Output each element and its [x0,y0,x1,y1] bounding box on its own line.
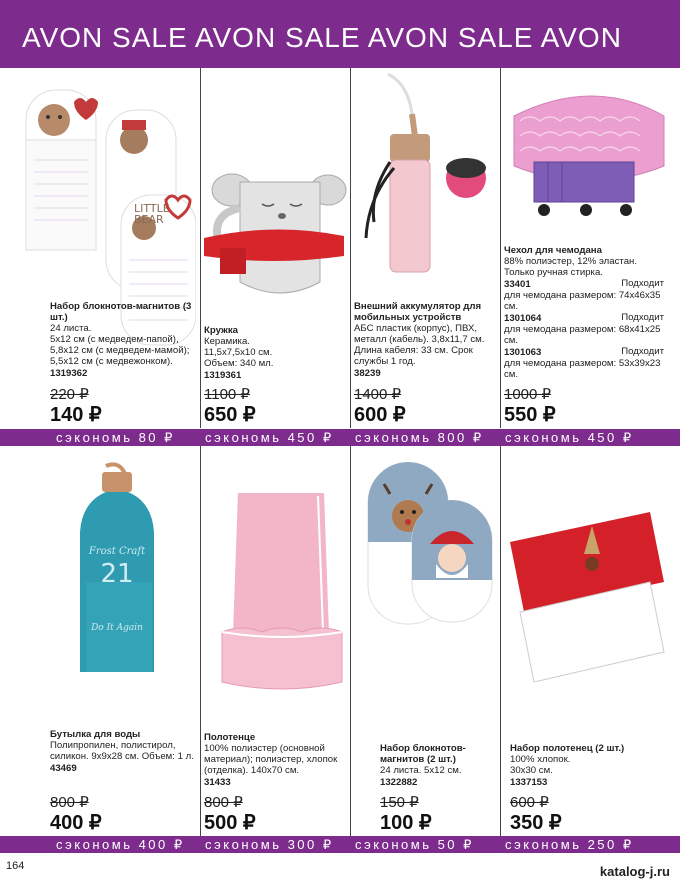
product-name: Бутылка для воды [50,729,141,740]
old-price: 800 ₽ [50,794,89,811]
old-price: 600 ₽ [510,794,549,811]
new-price: 350 ₽ [510,812,562,834]
product-description: 24 листа. 5х12 см. [380,765,462,776]
new-price: 500 ₽ [204,812,256,834]
new-price: 400 ₽ [50,812,102,834]
product-card[interactable] [200,68,350,428]
savings-strip [0,429,680,446]
sale-banner [0,0,680,68]
new-price: 600 ₽ [354,404,406,426]
product-name: Полотенце [204,732,256,743]
pink-towel-image [200,482,350,702]
variant-code: 1301063 [504,347,542,358]
product-description: 24 листа. 5х12 см (с медведем-папой), 5,8х12 см (с медведем-мамой); 5,5х12 см (с медвежонком). [50,323,190,367]
xmas-notepads-image [350,462,500,632]
product-info [204,325,346,381]
towel-set-image [500,502,675,682]
old-price: 1400 ₽ [354,386,402,403]
product-name: Набор блокнотов-магнитов (2 шт.) [380,743,466,765]
savings-label: сэкономь 450 ₽ [205,430,334,445]
variant-text: для чемодана размером: 68х41х25 см. [504,324,661,346]
svg-text:LITTLE: LITTLE [134,202,170,215]
product-description: 88% полиэстер, 12% эластан. Только ручная стирка. [504,256,637,278]
product-description: Керамика. 11,5х7,5х10 см. Объем: 340 мл. [204,336,274,369]
savings-label: сэкономь 80 ₽ [56,430,175,445]
savings-label: сэкономь 800 ₽ [355,430,484,445]
savings-label: сэкономь 300 ₽ [205,837,334,852]
variant-label: Подходит [621,312,664,323]
variant [504,278,664,312]
product-description: Полипропилен, полистирол, силикон. 9х9х28 см. Объем: 1 л. [50,740,194,762]
product-code: 31433 [204,777,231,788]
product-card[interactable] [350,68,500,428]
product-card[interactable] [200,446,350,836]
product-info [504,245,664,380]
product-name: Чехол для чемодана [504,245,602,256]
old-price: 1000 ₽ [504,386,552,403]
mouse-mug-image [200,168,350,308]
variant-code: 33401 [504,279,531,290]
svg-text:Frost Craft: Frost Craft [88,546,146,557]
suitcase-cover-image [500,76,675,236]
product-code: 1319361 [204,370,242,381]
variant-text: для чемодана размером: 74х46х35 см. [504,290,661,312]
site-url[interactable]: katalog-j.ru [599,864,670,879]
product-code: 38239 [354,368,381,379]
product-info [380,743,496,788]
new-price: 550 ₽ [504,404,556,426]
page-number: 164 [6,860,25,872]
savings-label: сэкономь 450 ₽ [505,430,634,445]
variant-label: Подходит [621,346,664,357]
product-info [50,301,196,379]
old-price: 220 ₽ [50,386,89,403]
product-info [510,743,676,788]
new-price: 650 ₽ [204,404,256,426]
product-code: 43469 [50,763,77,774]
product-description: АБС пластик (корпус), ПВХ, металл (кабель). 3,8х11,7 см. Длина кабеля: 33 см. Срок службы 1 год. [354,323,485,367]
new-price: 100 ₽ [380,812,432,834]
old-price: 1100 ₽ [204,386,250,403]
banner-text: AVON SALE AVON SALE AVON SALE AVON [22,22,622,53]
svg-text:Do It Again: Do It Again [91,623,143,633]
product-card[interactable] [350,446,500,836]
old-price: 150 ₽ [380,794,419,811]
water-bottle-image [46,462,200,682]
product-name: Кружка [204,325,238,336]
variant [504,346,664,380]
product-name: Набор блокнотов-магнитов (3 шт.) [50,301,192,323]
product-info [204,732,346,788]
product-card[interactable] [500,68,680,428]
svg-text:BEAR: BEAR [134,213,164,226]
new-price: 140 ₽ [50,404,102,426]
product-name: Внешний аккумулятор для мобильных устройств [354,301,482,323]
product-name: Набор полотенец (2 шт.) [510,743,625,754]
variant [504,312,664,346]
product-description: 100% полиэстер (основной материал); полиэстер, хлопок (отделка). 140х70 см. [204,743,338,776]
product-info [50,729,196,774]
svg-text:21: 21 [100,559,134,589]
variant-text: для чемодана размером: 53х39х23 см. [504,358,661,380]
old-price: 800 ₽ [204,794,243,811]
product-code: 1322882 [380,777,418,788]
product-code: 1337153 [510,777,548,788]
savings-label: сэкономь 400 ₽ [56,837,185,852]
variant-code: 1301064 [504,313,542,324]
product-card[interactable] [500,446,680,836]
savings-label: сэкономь 250 ₽ [505,837,634,852]
savings-label: сэкономь 50 ₽ [355,837,474,852]
power-bank-image [350,72,500,282]
product-card[interactable] [46,446,200,836]
product-info [354,301,496,379]
product-description: 100% хлопок. 30х30 см. [510,754,571,776]
variant-label: Подходит [621,278,664,289]
product-code: 1319362 [50,368,88,379]
product-card[interactable] [46,68,200,428]
savings-strip [0,836,680,853]
